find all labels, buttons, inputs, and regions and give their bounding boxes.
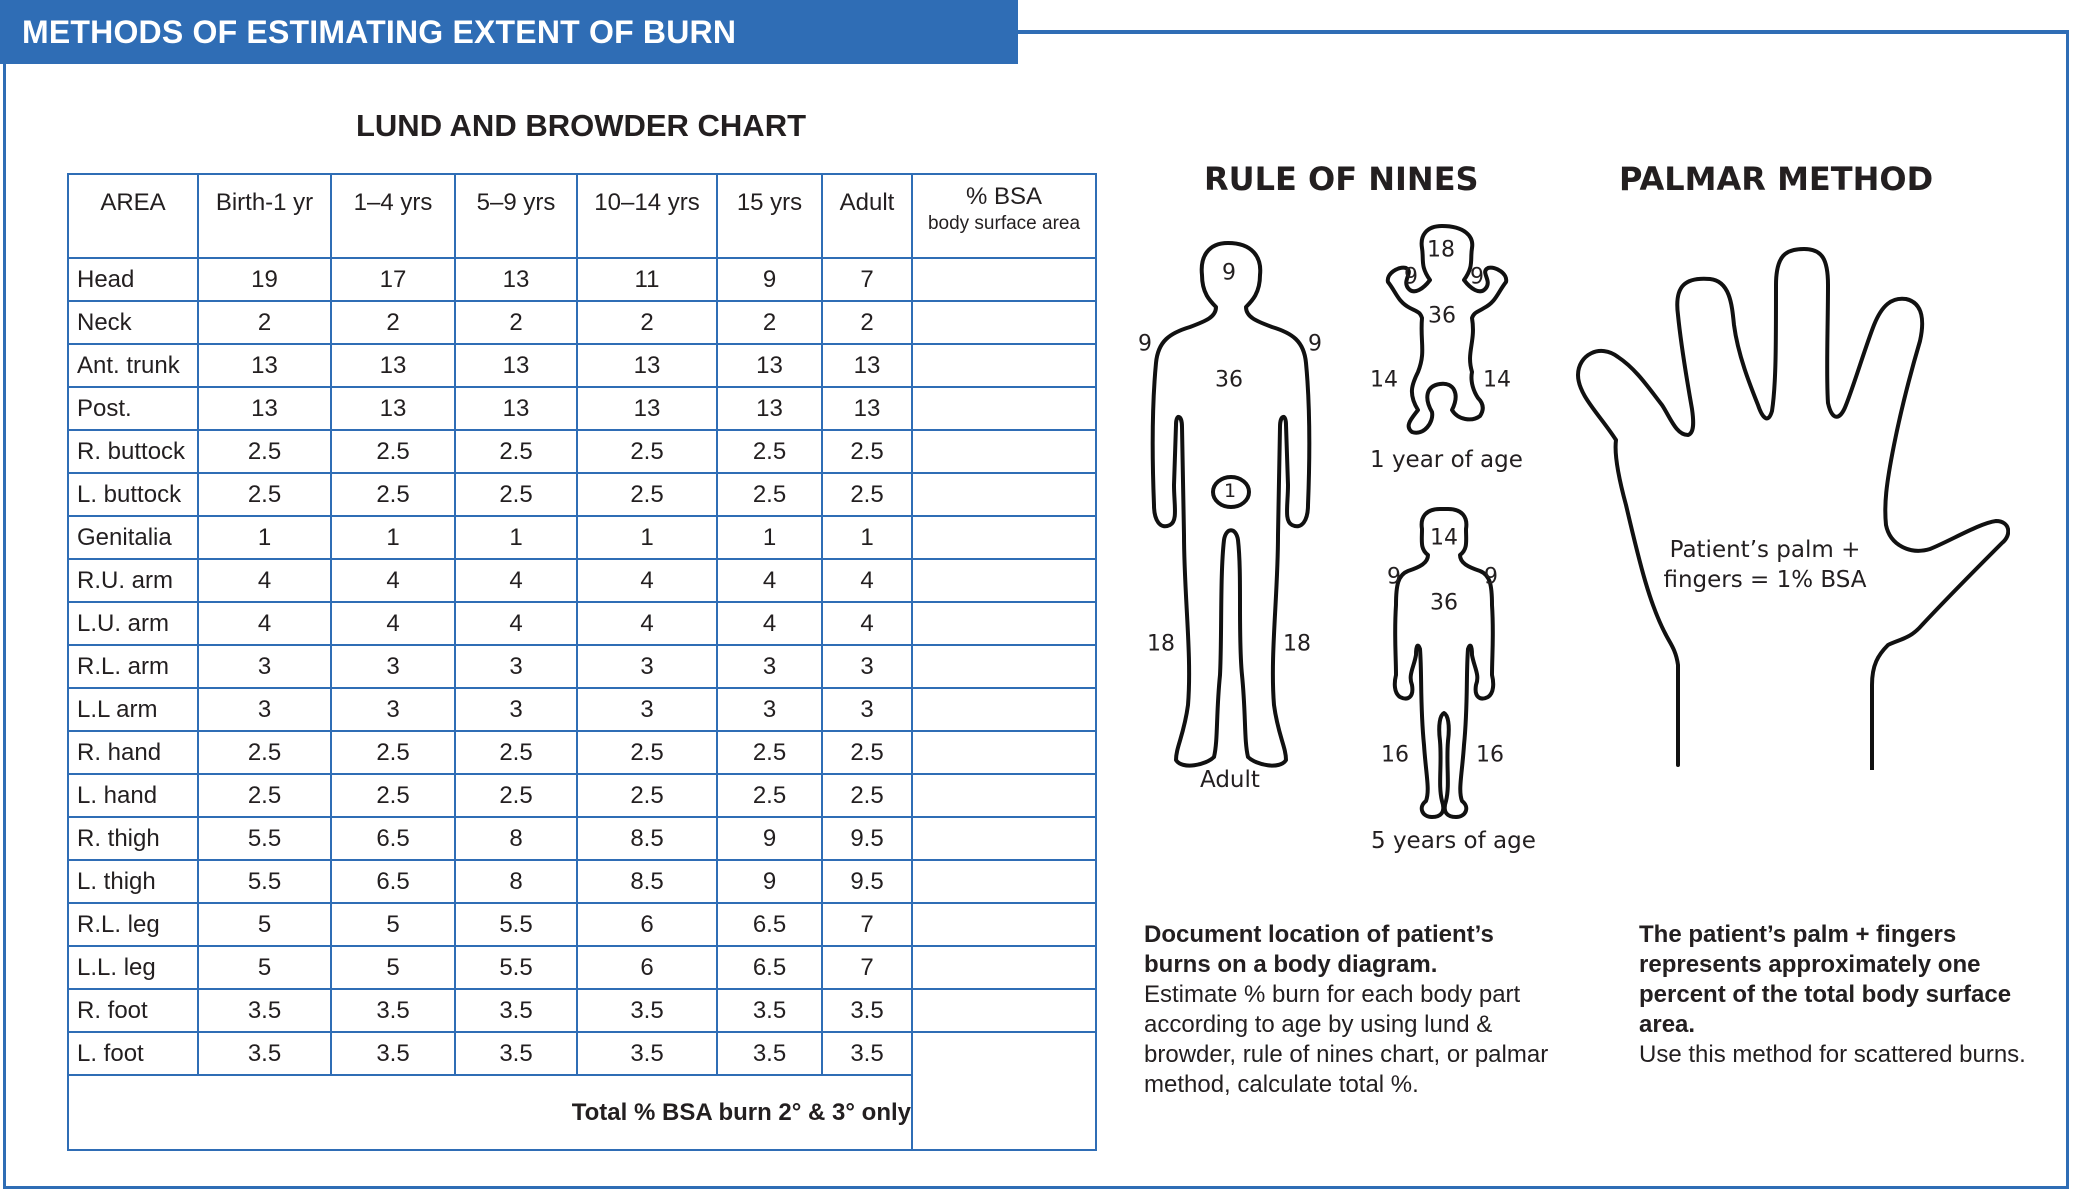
table-row: [68, 946, 1096, 989]
percent-cell: 3.5: [198, 989, 331, 1032]
table-row: [68, 989, 1096, 1032]
percent-cell: 13: [577, 387, 717, 430]
bsa-input-cell[interactable]: [912, 387, 1096, 430]
bsa-input-cell[interactable]: [912, 430, 1096, 473]
percent-cell: 3: [577, 688, 717, 731]
percent-cell: 13: [331, 344, 455, 387]
percent-cell: 9: [717, 258, 822, 301]
bsa-input-cell[interactable]: [912, 688, 1096, 731]
percent-cell: 2.5: [577, 473, 717, 516]
percent-cell: 1: [717, 516, 822, 559]
percent-cell: 3.5: [822, 1032, 912, 1075]
percent-cell: 3.5: [198, 1032, 331, 1075]
percent-cell: 3: [198, 688, 331, 731]
bsa-input-cell[interactable]: [912, 774, 1096, 817]
percent-cell: 2: [717, 301, 822, 344]
percent-cell: 2.5: [331, 430, 455, 473]
percent-cell: 3: [822, 645, 912, 688]
area-cell: R. foot: [68, 989, 198, 1032]
total-row: [68, 1075, 1096, 1150]
total-label: Total % BSA burn 2° & 3° only: [68, 1075, 912, 1150]
percent-cell: 2.5: [455, 473, 577, 516]
percent-cell: 2.5: [331, 473, 455, 516]
percent-cell: 3.5: [822, 989, 912, 1032]
palmar-method-description-bold: The patient’s palm + fingers represents approximately one percent of the total body surface area.: [1639, 921, 2012, 1038]
area-cell: Ant. trunk: [68, 344, 198, 387]
bsa-input-cell[interactable]: [912, 860, 1096, 903]
table-row: [68, 731, 1096, 774]
percent-cell: 13: [455, 387, 577, 430]
lund-browder-title: LUND AND BROWDER CHART: [355, 108, 807, 143]
bsa-input-cell[interactable]: [912, 473, 1096, 516]
area-cell: L. buttock: [68, 473, 198, 516]
col-header-adult: Adult: [822, 174, 912, 258]
percent-cell: 3.5: [455, 989, 577, 1032]
percent-cell: 4: [455, 602, 577, 645]
percent-cell: 3.5: [577, 1032, 717, 1075]
percent-cell: 7: [822, 946, 912, 989]
percent-cell: 3: [577, 645, 717, 688]
rule-of-nines-description: [1144, 920, 1564, 1100]
percent-cell: 2.5: [198, 731, 331, 774]
bsa-input-cell[interactable]: [912, 903, 1096, 946]
percent-cell: 6: [577, 946, 717, 989]
percent-cell: 2: [331, 301, 455, 344]
col-header-birth-1yr: Birth-1 yr: [198, 174, 331, 258]
area-cell: R. hand: [68, 731, 198, 774]
percent-cell: 7: [822, 258, 912, 301]
percent-cell: 9.5: [822, 860, 912, 903]
percent-cell: 13: [717, 387, 822, 430]
percent-cell: 3: [198, 645, 331, 688]
rule-of-nines-description-bold: Document location of patient’s burns on a body diagram.: [1144, 921, 1494, 978]
percent-cell: 9: [717, 860, 822, 903]
area-cell: L. hand: [68, 774, 198, 817]
bsa-input-cell[interactable]: [912, 344, 1096, 387]
percent-cell: 5.5: [198, 860, 331, 903]
col-header-15yrs: 15 yrs: [717, 174, 822, 258]
percent-cell: 13: [822, 344, 912, 387]
percent-cell: 2.5: [717, 731, 822, 774]
table-row: [68, 774, 1096, 817]
percent-cell: 3.5: [717, 1032, 822, 1075]
percent-cell: 3: [455, 645, 577, 688]
percent-cell: 3: [822, 688, 912, 731]
adult-left-arm-value: 9: [1138, 331, 1152, 357]
percent-cell: 2.5: [331, 731, 455, 774]
adult-body-outline-icon: [1140, 235, 1340, 795]
palm-label-line1: Patient’s palm +: [1669, 537, 1861, 563]
area-cell: R.U. arm: [68, 559, 198, 602]
adult-right-arm-value: 9: [1308, 331, 1322, 357]
percent-cell: 2: [198, 301, 331, 344]
percent-cell: 2: [822, 301, 912, 344]
table-header-row: [68, 174, 1096, 258]
percent-cell: 1: [331, 516, 455, 559]
percent-cell: 6: [577, 903, 717, 946]
table-row: [68, 688, 1096, 731]
table-row: [68, 516, 1096, 559]
percent-cell: 13: [198, 344, 331, 387]
table-row: [68, 430, 1096, 473]
table-row: [68, 602, 1096, 645]
percent-cell: 4: [455, 559, 577, 602]
table-row: [68, 301, 1096, 344]
percent-cell: 2: [577, 301, 717, 344]
child-right-arm-value: 9: [1484, 564, 1498, 590]
percent-cell: 6.5: [717, 903, 822, 946]
palm-label-line2: fingers = 1% BSA: [1663, 567, 1867, 593]
percent-cell: 2.5: [455, 731, 577, 774]
child-body-outline-icon: [1390, 505, 1500, 825]
percent-cell: 4: [198, 602, 331, 645]
percent-cell: 5: [198, 946, 331, 989]
col-header-5-9yrs: 5–9 yrs: [455, 174, 577, 258]
area-cell: R. buttock: [68, 430, 198, 473]
infant-right-arm-value: 9: [1470, 264, 1484, 290]
percent-cell: 2.5: [577, 430, 717, 473]
infant-label: 1 year of age: [1370, 447, 1523, 473]
col-header-bsa: [912, 174, 1096, 258]
percent-cell: 2.5: [717, 473, 822, 516]
area-cell: L.U. arm: [68, 602, 198, 645]
bsa-input-cell[interactable]: [912, 817, 1096, 860]
percent-cell: 2.5: [331, 774, 455, 817]
area-cell: L.L arm: [68, 688, 198, 731]
rule-of-nines-description-text: Estimate % burn for each body part according to age by using lund & browder, rule of nines chart, or palmar method, calculate total %.: [1144, 981, 1549, 1098]
col-header-10-14yrs: 10–14 yrs: [577, 174, 717, 258]
percent-cell: 9: [717, 817, 822, 860]
area-cell: L. thigh: [68, 860, 198, 903]
palmar-method-description: [1639, 920, 2049, 1070]
palmar-method-title: PALMAR METHOD: [1619, 160, 1934, 198]
percent-cell: 17: [331, 258, 455, 301]
bsa-input-cell[interactable]: [912, 301, 1096, 344]
area-cell: L.L. leg: [68, 946, 198, 989]
percent-cell: 4: [577, 559, 717, 602]
percent-cell: 13: [455, 344, 577, 387]
percent-cell: 9.5: [822, 817, 912, 860]
percent-cell: 2.5: [717, 774, 822, 817]
percent-cell: 3: [717, 688, 822, 731]
infant-head-value: 18: [1427, 237, 1455, 263]
lund-browder-table: [67, 173, 1097, 1151]
child-left-leg-value: 16: [1381, 742, 1409, 768]
percent-cell: 8: [455, 860, 577, 903]
adult-genitalia-value: 1: [1223, 480, 1237, 502]
bsa-input-cell[interactable]: [912, 731, 1096, 774]
area-cell: R. thigh: [68, 817, 198, 860]
percent-cell: 4: [717, 559, 822, 602]
percent-cell: 5.5: [198, 817, 331, 860]
percent-cell: 8.5: [577, 860, 717, 903]
bsa-input-cell[interactable]: [912, 645, 1096, 688]
table-row: [68, 860, 1096, 903]
percent-cell: 4: [331, 559, 455, 602]
percent-cell: 2.5: [455, 430, 577, 473]
percent-cell: 5.5: [455, 946, 577, 989]
percent-cell: 6.5: [331, 860, 455, 903]
adult-label: Adult: [1200, 767, 1260, 793]
percent-cell: 8.5: [577, 817, 717, 860]
area-cell: R.L. leg: [68, 903, 198, 946]
percent-cell: 2.5: [822, 473, 912, 516]
percent-cell: 13: [455, 258, 577, 301]
adult-left-leg-value: 18: [1147, 631, 1175, 657]
table-row: [68, 903, 1096, 946]
area-cell: Genitalia: [68, 516, 198, 559]
child-right-leg-value: 16: [1476, 742, 1504, 768]
infant-left-arm-value: 9: [1404, 264, 1418, 290]
percent-cell: 2.5: [455, 774, 577, 817]
percent-cell: 2.5: [822, 430, 912, 473]
child-trunk-value: 36: [1430, 590, 1458, 616]
bsa-input-cell[interactable]: [912, 559, 1096, 602]
percent-cell: 1: [455, 516, 577, 559]
percent-cell: 1: [822, 516, 912, 559]
percent-cell: 2.5: [198, 473, 331, 516]
rule-of-nines-title: RULE OF NINES: [1204, 160, 1479, 198]
percent-cell: 3.5: [577, 989, 717, 1032]
hand-outline-icon: [1570, 225, 2010, 770]
percent-cell: 3: [717, 645, 822, 688]
percent-cell: 5.5: [455, 903, 577, 946]
table-row: [68, 258, 1096, 301]
percent-cell: 13: [198, 387, 331, 430]
percent-cell: 2.5: [577, 774, 717, 817]
total-bsa-input-cell[interactable]: [912, 1075, 1096, 1150]
percent-cell: 4: [822, 559, 912, 602]
child-left-arm-value: 9: [1387, 564, 1401, 590]
percent-cell: 3.5: [331, 989, 455, 1032]
percent-cell: 2.5: [822, 774, 912, 817]
table-row: [68, 387, 1096, 430]
bsa-header-label: % BSA: [965, 183, 1043, 210]
bsa-input-cell[interactable]: [912, 989, 1096, 1032]
percent-cell: 4: [717, 602, 822, 645]
table-row: [68, 559, 1096, 602]
child-head-value: 14: [1430, 525, 1458, 551]
percent-cell: 6.5: [717, 946, 822, 989]
area-cell: Neck: [68, 301, 198, 344]
table-row: [68, 473, 1096, 516]
percent-cell: 3: [455, 688, 577, 731]
palm-label: [1640, 535, 1890, 595]
percent-cell: 2.5: [822, 731, 912, 774]
percent-cell: 2.5: [198, 430, 331, 473]
percent-cell: 13: [331, 387, 455, 430]
percent-cell: 3.5: [455, 1032, 577, 1075]
percent-cell: 5: [331, 903, 455, 946]
percent-cell: 4: [577, 602, 717, 645]
bsa-input-cell[interactable]: [912, 602, 1096, 645]
page-banner: METHODS OF ESTIMATING EXTENT OF BURN: [0, 0, 1018, 64]
percent-cell: 3: [331, 688, 455, 731]
col-header-area: AREA: [68, 174, 198, 258]
infant-trunk-value: 36: [1428, 303, 1456, 329]
percent-cell: 6.5: [331, 817, 455, 860]
percent-cell: 7: [822, 903, 912, 946]
adult-right-leg-value: 18: [1283, 631, 1311, 657]
bsa-input-cell[interactable]: [912, 516, 1096, 559]
percent-cell: 13: [717, 344, 822, 387]
percent-cell: 13: [822, 387, 912, 430]
adult-trunk-value: 36: [1215, 367, 1243, 393]
table-row: [68, 817, 1096, 860]
table-body: [68, 258, 1096, 1150]
percent-cell: 19: [198, 258, 331, 301]
adult-head-value: 9: [1222, 260, 1236, 286]
percent-cell: 4: [331, 602, 455, 645]
percent-cell: 1: [577, 516, 717, 559]
bsa-input-cell[interactable]: [912, 258, 1096, 301]
percent-cell: 2: [455, 301, 577, 344]
percent-cell: 5: [198, 903, 331, 946]
percent-cell: 3: [331, 645, 455, 688]
infant-right-leg-value: 14: [1483, 367, 1511, 393]
infant-left-leg-value: 14: [1370, 367, 1398, 393]
table-row: [68, 344, 1096, 387]
table-row: [68, 645, 1096, 688]
area-cell: R.L. arm: [68, 645, 198, 688]
percent-cell: 4: [198, 559, 331, 602]
area-cell: Head: [68, 258, 198, 301]
percent-cell: 2.5: [198, 774, 331, 817]
percent-cell: 13: [577, 344, 717, 387]
child-label: 5 years of age: [1371, 828, 1536, 854]
percent-cell: 5: [331, 946, 455, 989]
percent-cell: 2.5: [577, 731, 717, 774]
col-header-1-4yrs: 1–4 yrs: [331, 174, 455, 258]
percent-cell: 4: [822, 602, 912, 645]
percent-cell: 2.5: [717, 430, 822, 473]
area-cell: Post.: [68, 387, 198, 430]
palmar-method-description-text: Use this method for scattered burns.: [1639, 1041, 2026, 1068]
bsa-input-cell[interactable]: [912, 946, 1096, 989]
percent-cell: 1: [198, 516, 331, 559]
percent-cell: 8: [455, 817, 577, 860]
percent-cell: 3.5: [717, 989, 822, 1032]
bsa-header-subtitle: body surface area: [927, 213, 1081, 234]
table-row: [68, 1032, 1096, 1075]
area-cell: L. foot: [68, 1032, 198, 1075]
bsa-input-cell[interactable]: [912, 1032, 1096, 1075]
percent-cell: 3.5: [331, 1032, 455, 1075]
percent-cell: 11: [577, 258, 717, 301]
